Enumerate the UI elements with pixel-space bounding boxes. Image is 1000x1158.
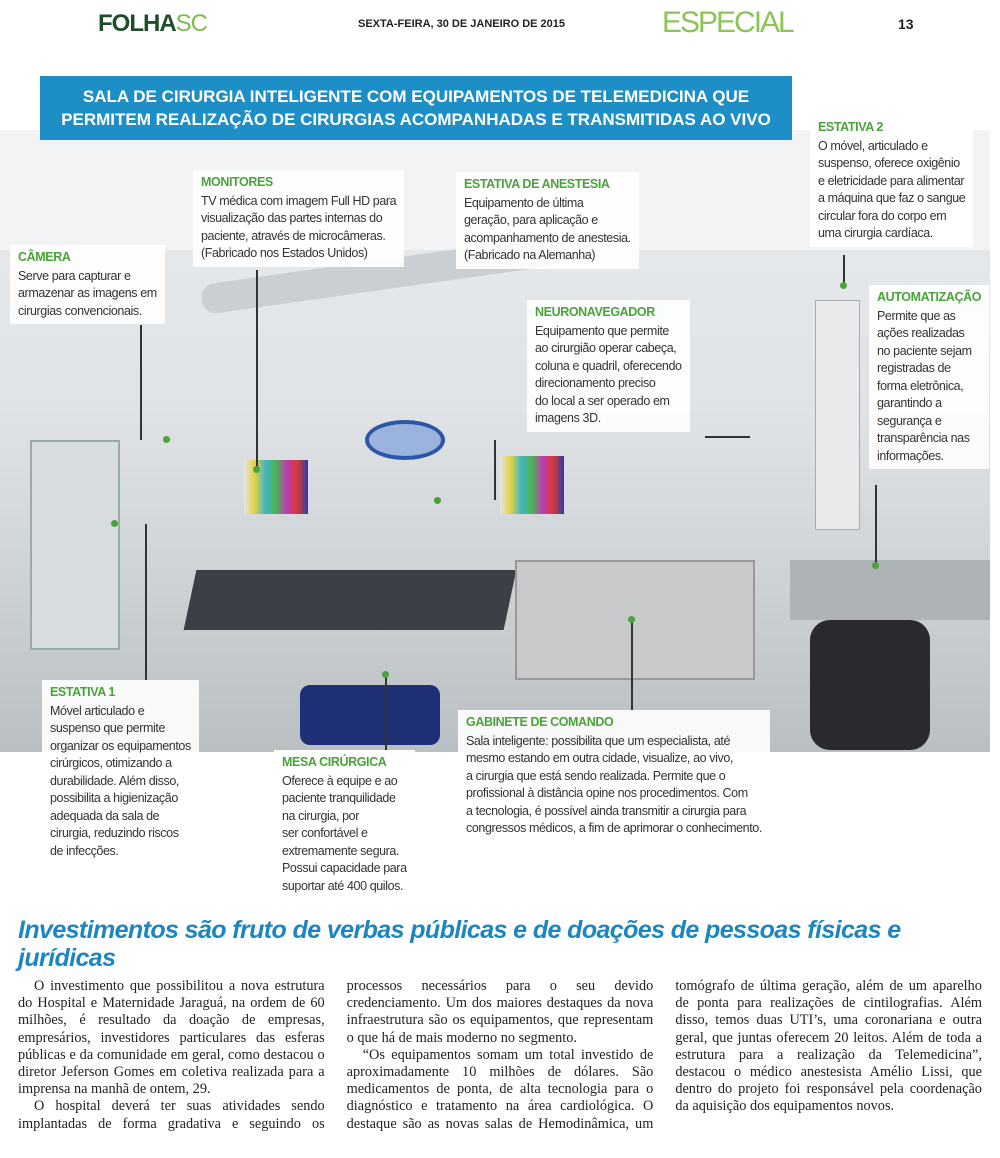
- headline-banner: SALA DE CIRURGIA INTELIGENTE COM EQUIPAMENTOS DE TELEMEDICINA QUE PERMITEM REALIZAÇÃO DE CIRURGIAS ACOMPANHADAS E TRANSMITIDAS AO VIVO: [40, 76, 792, 140]
- caption-text: Equipamento que permite ao cirurgião operar cabeça, coluna e quadril, oferecendo direcionamento preciso do local a ser operado em imagens 3D.: [535, 323, 682, 425]
- leader-line: [843, 255, 845, 285]
- equipment-tower: [30, 440, 120, 650]
- logo: [98, 10, 207, 38]
- caption-automatizacao: [869, 285, 989, 469]
- article-paragraph: O hospital deverá ter suas atividades sendo implantadas de forma gradativa e seguindo os processos necessários para o seu devido credenciamento. Um dos maiores destaques da nova infraestrutura são os equipamentos, que representam o que há de mais moderno no segmento.: [18, 978, 654, 1132]
- article-body: [18, 978, 982, 1133]
- leader-line: [705, 436, 750, 438]
- desk: [790, 560, 990, 620]
- caption-title: ESTATIVA 2: [818, 120, 883, 134]
- surgical-lamp: [365, 420, 445, 460]
- caption-title: GABINETE DE COMANDO: [466, 715, 614, 729]
- caption-camera: [10, 245, 165, 324]
- leader-line: [145, 524, 147, 680]
- logo-sc: SC: [175, 10, 207, 37]
- article: [18, 916, 982, 1133]
- pendant-column: [815, 300, 860, 530]
- caption-text: Oferece à equipe e ao paciente tranquilidade na cirurgia, por ser confortável e extremamente segura. Possui capacidade para suportar até 400 quilos.: [282, 773, 407, 893]
- marker-dot: [434, 497, 441, 504]
- table-base: [300, 685, 440, 745]
- leader-line: [256, 270, 258, 470]
- caption-gabinete-comando: [458, 710, 770, 842]
- caption-title: MONITORES: [201, 175, 273, 189]
- issue-date: SEXTA-FEIRA, 30 DE JANEIRO DE 2015: [358, 18, 566, 30]
- caption-text: Móvel articulado e suspenso que permite organizar os equipamentos cirúrgicos, otimizando a durabilidade. Além disso, possibilita a higienização adequada da sala de cirurgia, reduzindo riscos de infecções.: [50, 703, 191, 858]
- caption-text: Serve para capturar e armazenar as imagens em cirurgias convencionais.: [18, 268, 157, 318]
- marker-dot: [872, 562, 879, 569]
- logo-folha: FOLHA: [98, 10, 176, 37]
- marker-dot: [253, 466, 260, 473]
- article-headline: Investimentos são fruto de verbas públicas e de doações de pessoas físicas e jurídicas: [18, 916, 901, 972]
- caption-title: NEURONAVEGADOR: [535, 305, 655, 319]
- caption-title: ESTATIVA 1: [50, 685, 115, 699]
- surgical-table: [184, 570, 517, 630]
- caption-text: Sala inteligente: possibilita que um especialista, até mesmo estando em outra cidade, visualize, ao vivo, a cirurgia que está sendo realizada. Permite que o profissional à distância opine nos procedimentos. Com a tecnologia, é possível ainda transmitir a cirurgia para congressos médicos, a fim de aprimorar o conhecimento.: [466, 733, 762, 835]
- caption-title: CÂMERA: [18, 250, 71, 264]
- leader-line: [875, 485, 877, 565]
- caption-monitores: [193, 170, 404, 267]
- marker-dot: [163, 436, 170, 443]
- article-paragraph: “Os equipamentos somam um total investido de aproximadamente 10 milhões de dólares. São medicamentos de ponta, de alta tecnologia para o diagnóstico e tratamento na área cardiológica. O destaque são as novas salas de Hemodinâmica, um tomógrafo de última geração, além de um aparelho de ponta para realizações de cintilografias. Além disso, temos duas UTI’s, uma coronariana e outra geral, que juntas oferecem 20 leitos. Além de toda a estrutura para a realização da Telemedicina”, destacou o médico anestesista Amélio Lissi, que dentro do projeto foi responsável pela coordenação da aquisição dos equipamentos novos.: [346, 978, 982, 1132]
- caption-text: O móvel, articulado e suspenso, oferece oxigênio e eletricidade para alimentar a máquina que faz o sangue circular fora do corpo em uma cirurgia cardíaca.: [818, 138, 966, 240]
- leader-line: [494, 440, 496, 500]
- page-number: 13: [898, 16, 914, 32]
- marker-dot: [628, 616, 635, 623]
- section-title: ESPECIAL: [662, 6, 793, 39]
- cabinet: [515, 560, 755, 680]
- monitor-right: [500, 456, 564, 514]
- leader-line: [385, 675, 387, 750]
- caption-title: ESTATIVA DE ANESTESIA: [464, 177, 610, 191]
- article-paragraph: O investimento que possibilitou a nova estrutura do Hospital e Maternidade Jaraguá, na ordem de 60 milhões, é resultado da doação de empresas, empresários, investidores particulares das esferas públicas e da comunidade em geral, como destacou o diretor Jeferson Gomes em coletiva realizada para a imprensa na manhã de ontem, 29.: [18, 978, 325, 1098]
- caption-title: MESA CIRÚRGICA: [282, 755, 387, 769]
- caption-text: Equipamento de última geração, para aplicação e acompanhamento de anestesia. (Fabricado na Alemanha): [464, 195, 631, 262]
- marker-dot: [840, 282, 847, 289]
- caption-text: TV médica com imagem Full HD para visualização das partes internas do paciente, através de microcâmeras. (Fabricado nos Estados Unidos): [201, 193, 397, 260]
- caption-neuronavegador: [527, 300, 690, 432]
- marker-dot: [382, 671, 389, 678]
- caption-estativa-2: [810, 115, 973, 247]
- marker-dot: [111, 520, 118, 527]
- chair: [810, 620, 930, 750]
- leader-line: [631, 620, 633, 710]
- caption-estativa-1: [42, 680, 199, 864]
- caption-text: Permite que as ações realizadas no paciente sejam registradas de forma eletrônica, garantindo a segurança e transparência nas informações.: [877, 308, 972, 463]
- caption-mesa-cirurgica: [274, 750, 415, 899]
- leader-line: [140, 325, 142, 440]
- caption-title: AUTOMATIZAÇÃO: [877, 290, 982, 304]
- caption-estativa-anestesia: [456, 172, 639, 269]
